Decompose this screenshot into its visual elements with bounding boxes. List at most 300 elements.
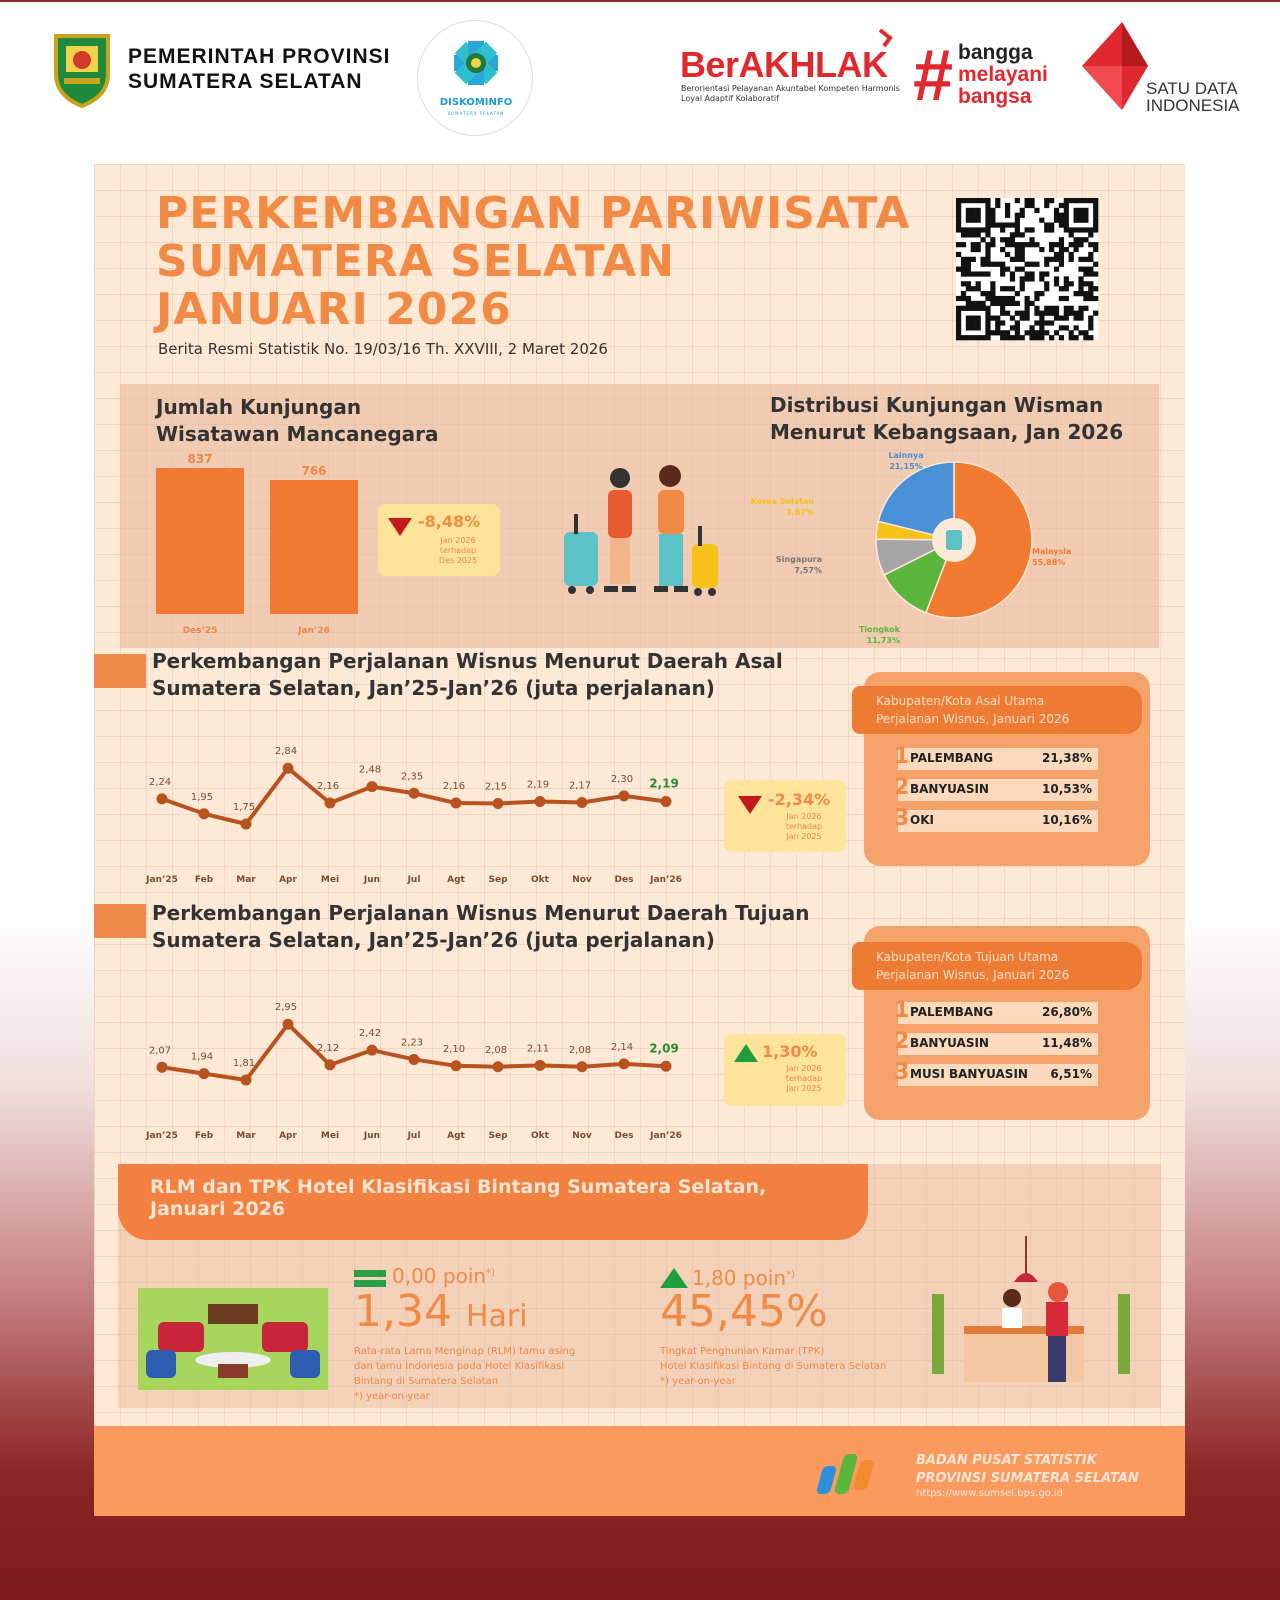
title-line1: PERKEMBANGAN PARIWISATA <box>156 188 911 239</box>
qr-module <box>1020 276 1025 281</box>
data-label: 2,19 <box>526 779 550 791</box>
qr-module <box>990 262 995 267</box>
qr-module <box>1005 252 1010 257</box>
bps-url-link[interactable]: https://www.sumsel.bps.go.id <box>916 1488 1063 1499</box>
qr-module <box>971 271 976 276</box>
qr-module <box>1083 213 1088 218</box>
qr-module <box>1093 222 1098 227</box>
qr-module <box>990 222 995 227</box>
wisnus-tujuan-title <box>152 900 810 954</box>
data-point <box>661 1061 672 1072</box>
qr-module <box>961 296 966 301</box>
qr-module <box>1049 222 1054 227</box>
qr-module <box>966 306 971 311</box>
x-tick-label: Apr <box>279 1131 297 1141</box>
data-point <box>157 1062 168 1073</box>
wisnus-tujuan-rank-header <box>852 942 1142 990</box>
qr-module <box>995 320 1000 325</box>
qr-module <box>1039 320 1044 325</box>
qr-module <box>1069 306 1074 311</box>
bps-line1: BADAN PUSAT STATISTIK <box>916 1453 1097 1468</box>
qr-module <box>1088 198 1093 203</box>
qr-module <box>976 232 981 237</box>
qr-module <box>966 286 971 291</box>
qr-module <box>1088 291 1093 296</box>
x-tick-label: Jan’26 <box>650 875 682 885</box>
x-tick-label: Jan’26 <box>650 1131 682 1141</box>
wisnus-asal-change-sub1: Jan 2026 <box>786 812 822 821</box>
equal-sign-icon <box>354 1270 386 1277</box>
qr-module <box>1088 325 1093 330</box>
qr-module <box>961 262 966 267</box>
qr-module <box>1039 325 1044 330</box>
rank-row <box>894 998 1098 1024</box>
data-label: 2,24 <box>148 776 172 788</box>
qr-module <box>1074 291 1079 296</box>
qr-module <box>985 325 990 330</box>
qr-module <box>985 296 990 301</box>
qr-module <box>961 257 966 262</box>
qr-module <box>966 208 971 213</box>
qr-module <box>1064 247 1069 252</box>
qr-module <box>1010 222 1015 227</box>
qr-module <box>1059 296 1064 301</box>
qr-module <box>1088 271 1093 276</box>
rank-number: 3 <box>894 806 910 831</box>
data-point <box>157 793 168 804</box>
data-label: 2,09 <box>649 1041 679 1056</box>
qr-module <box>1000 267 1005 272</box>
qr-module <box>1049 320 1054 325</box>
rank-value: 11,48% <box>1042 1036 1092 1050</box>
data-label: 2,48 <box>358 764 382 776</box>
qr-module <box>1078 242 1083 247</box>
qr-module <box>1015 198 1020 203</box>
qr-module <box>1064 281 1069 286</box>
qr-module <box>1025 316 1030 321</box>
qr-module <box>1029 242 1034 247</box>
qr-module <box>1000 330 1005 335</box>
qr-module <box>995 203 1000 208</box>
qr-module <box>1083 257 1088 262</box>
qr-module <box>1044 271 1049 276</box>
qr-module <box>1000 335 1005 340</box>
x-tick-label: Sep <box>488 875 508 885</box>
qr-module <box>1015 267 1020 272</box>
rlm-number: 1,34 <box>354 1286 452 1337</box>
qr-module <box>956 218 961 223</box>
x-tick-label: Jun <box>363 1131 381 1141</box>
qr-module <box>1074 198 1079 203</box>
qr-module <box>956 203 961 208</box>
qr-module <box>980 271 985 276</box>
qr-module <box>976 320 981 325</box>
suitcase-icon <box>946 530 962 550</box>
qr-module <box>980 301 985 306</box>
data-label: 2,35 <box>400 771 424 783</box>
wisnus-asal-rank-head2: Perjalanan Wisnus, Januari 2026 <box>876 712 1070 726</box>
qr-module <box>966 257 971 262</box>
qr-module <box>980 306 985 311</box>
qr-module <box>1025 271 1030 276</box>
diskominfo-icon <box>418 21 534 97</box>
bps-logo-icon <box>824 1448 890 1498</box>
qr-module <box>1000 247 1005 252</box>
qr-module <box>1064 286 1069 291</box>
x-tick-label: Mar <box>236 875 256 885</box>
qr-module <box>1078 281 1083 286</box>
satu-data-text <box>1146 80 1240 114</box>
qr-module <box>1015 257 1020 262</box>
qr-module <box>1044 257 1049 262</box>
qr-module <box>971 232 976 237</box>
berakhlak-logo: BerAKHLAK <box>680 44 888 85</box>
qr-module <box>1093 213 1098 218</box>
qr-module <box>971 198 976 203</box>
qr-module <box>1034 311 1039 316</box>
qr-module <box>985 232 990 237</box>
qr-module <box>985 213 990 218</box>
qr-module <box>976 271 981 276</box>
qr-module <box>1088 232 1093 237</box>
qr-module <box>1044 306 1049 311</box>
qr-module <box>995 316 1000 321</box>
qr-module <box>1020 316 1025 321</box>
qr-module <box>990 296 995 301</box>
qr-module <box>990 330 995 335</box>
rank-name: OKI <box>910 813 934 827</box>
qr-module <box>1064 276 1069 281</box>
qr-module <box>956 227 961 232</box>
qr-module <box>971 257 976 262</box>
qr-module <box>1059 286 1064 291</box>
page-title <box>156 190 910 334</box>
qr-module <box>966 271 971 276</box>
qr-module <box>1078 257 1083 262</box>
data-point <box>577 1061 588 1072</box>
qr-module <box>1015 222 1020 227</box>
qr-module <box>1049 306 1054 311</box>
x-tick-label: Mei <box>320 875 340 885</box>
qr-module <box>1059 257 1064 262</box>
qr-module <box>1015 320 1020 325</box>
wisman-change-sub1: Jan 2026 <box>440 536 476 545</box>
qr-module <box>1049 257 1054 262</box>
qr-module <box>1064 325 1069 330</box>
qr-module <box>956 335 961 340</box>
rlm-desc4: *) year-on-year <box>354 1391 430 1402</box>
qr-module <box>1029 203 1034 208</box>
bps-line2: PROVINSI SUMATERA SELATAN <box>916 1471 1139 1486</box>
wisnus-tujuan-change-sub3: Jan 2025 <box>786 1084 822 1093</box>
qr-module <box>1088 296 1093 301</box>
qr-module <box>990 208 995 213</box>
qr-module <box>976 301 981 306</box>
qr-module <box>1005 222 1010 227</box>
rank-name: BANYUASIN <box>910 1036 989 1050</box>
qr-module <box>980 262 985 267</box>
rlm-desc1: Rata-rata Lama Menginap (RLM) tamu asing <box>354 1346 576 1357</box>
qr-module <box>985 320 990 325</box>
qr-module <box>961 281 966 286</box>
qr-module <box>1088 227 1093 232</box>
qr-module <box>1005 267 1010 272</box>
x-tick-label: Feb <box>194 875 214 885</box>
wisnus-asal-change-sub <box>764 812 844 842</box>
qr-module <box>971 301 976 306</box>
government-name <box>128 44 390 94</box>
data-label: 2,42 <box>358 1028 382 1040</box>
qr-module <box>1093 271 1098 276</box>
qr-module <box>1064 316 1069 321</box>
bps-name <box>916 1452 1139 1488</box>
berakhlak-check-icon <box>876 26 898 48</box>
tpk-desc3: *) year-on-year <box>660 1376 736 1387</box>
data-point <box>451 1060 462 1071</box>
qr-module <box>1074 325 1079 330</box>
up-arrow-icon <box>660 1268 688 1288</box>
qr-module <box>1049 242 1054 247</box>
qr-module <box>1044 311 1049 316</box>
qr-module <box>1034 296 1039 301</box>
wisman-bar-category: Des’25 <box>182 626 218 636</box>
qr-module <box>1005 237 1010 242</box>
qr-module <box>966 325 971 330</box>
rank-value: 6,51% <box>1050 1067 1092 1081</box>
wisnus-asal-title-line1: Perkembangan Perjalanan Wisnus Menurut Daerah Asal <box>152 649 783 673</box>
qr-module <box>1034 320 1039 325</box>
pie-label: Korea Selatan <box>750 497 814 506</box>
wisman-pie-chart <box>750 444 1150 648</box>
qr-module <box>985 257 990 262</box>
qr-module <box>1054 267 1059 272</box>
qr-module <box>985 198 990 203</box>
qr-module <box>985 242 990 247</box>
qr-module <box>961 232 966 237</box>
qr-module <box>995 198 1000 203</box>
data-point <box>535 796 546 807</box>
qr-module <box>1054 257 1059 262</box>
qr-module <box>995 222 1000 227</box>
rank-value: 26,80% <box>1042 1005 1092 1019</box>
qr-module <box>1039 271 1044 276</box>
qr-module <box>1010 296 1015 301</box>
diskominfo-logo <box>417 20 533 136</box>
qr-module <box>971 316 976 321</box>
qr-module <box>1010 325 1015 330</box>
qr-module <box>1083 335 1088 340</box>
qr-module <box>976 281 981 286</box>
qr-module <box>1015 252 1020 257</box>
qr-module <box>1010 286 1015 291</box>
wisnus-asal-line-chart <box>134 704 714 894</box>
bangga-melayani-logo <box>958 42 1048 108</box>
data-point <box>199 808 210 819</box>
qr-module <box>1088 257 1093 262</box>
tpk-description <box>660 1344 920 1389</box>
qr-module <box>980 335 985 340</box>
data-point <box>619 1058 630 1069</box>
hotel-panel <box>118 1164 1161 1408</box>
wisnus-tujuan-change-sub1: Jan 2026 <box>786 1064 822 1073</box>
data-label: 1,75 <box>232 802 256 813</box>
title-line2: SUMATERA SELATAN <box>156 236 676 287</box>
qr-module <box>980 291 985 296</box>
qr-module <box>1000 301 1005 306</box>
qr-module <box>1025 276 1030 281</box>
qr-module <box>1049 247 1054 252</box>
qr-module <box>1078 227 1083 232</box>
qr-module <box>985 335 990 340</box>
qr-module <box>1015 335 1020 340</box>
qr-module <box>1069 242 1074 247</box>
rank-value: 10,16% <box>1042 813 1092 827</box>
qr-code-icon[interactable] <box>956 198 1098 340</box>
section-tab <box>94 904 146 938</box>
qr-module <box>1015 301 1020 306</box>
rank-row <box>894 1029 1098 1055</box>
tpk-desc2: Hotel Klasifikasi Bintang di Sumatera Selatan <box>660 1361 887 1372</box>
data-label: 2,11 <box>526 1043 550 1055</box>
rank-name: PALEMBANG <box>910 1005 994 1019</box>
up-arrow-icon <box>734 1044 758 1062</box>
wisman-bar-category: Jan’26 <box>298 626 330 636</box>
rank-row <box>894 1060 1098 1086</box>
wisman-bar-value: 766 <box>301 464 327 479</box>
qr-module <box>966 198 971 203</box>
qr-module <box>956 267 961 272</box>
pie-value-label: 11,73% <box>866 636 900 645</box>
qr-module <box>1059 316 1064 321</box>
qr-module <box>985 291 990 296</box>
rank-number: 2 <box>894 1029 910 1054</box>
qr-module <box>1088 281 1093 286</box>
data-label: 2,95 <box>274 1002 298 1014</box>
qr-module <box>1093 208 1098 213</box>
wisman-change-badge <box>378 504 500 576</box>
qr-module <box>1074 208 1079 213</box>
rlm-description <box>354 1344 604 1404</box>
qr-module <box>956 311 961 316</box>
qr-module <box>1074 247 1079 252</box>
qr-module <box>966 267 971 272</box>
data-label: 2,19 <box>649 776 679 791</box>
qr-module <box>971 227 976 232</box>
wisnus-tujuan-line-chart <box>134 960 714 1146</box>
data-point <box>451 798 462 809</box>
data-point <box>619 790 630 801</box>
wisman-change-sub2: terhadap <box>439 546 477 555</box>
rank-name: MUSI BANYUASIN <box>910 1067 1028 1081</box>
qr-module <box>1000 222 1005 227</box>
rlm-desc2: dan tamu Indonesia pada Hotel Klasifikasi <box>354 1361 565 1372</box>
x-tick-label: Agt <box>447 1131 465 1141</box>
qr-module <box>1034 208 1039 213</box>
qr-module <box>1059 247 1064 252</box>
data-point <box>367 781 378 792</box>
x-tick-label: Jul <box>407 1131 421 1141</box>
tpk-desc1: Tingkat Penghunian Kamar (TPK) <box>660 1346 825 1357</box>
qr-module <box>1069 311 1074 316</box>
qr-module <box>1069 281 1074 286</box>
wisnus-asal-change-value: -2,34% <box>768 790 831 809</box>
wisnus-tujuan-rank-head1: Kabupaten/Kota Tujuan Utama <box>876 950 1059 964</box>
wisman-bar <box>270 480 358 614</box>
x-tick-label: Nov <box>572 875 592 885</box>
wisman-title-line1: Jumlah Kunjungan <box>156 395 362 419</box>
qr-module <box>1093 286 1098 291</box>
infographic-card <box>94 164 1185 1516</box>
qr-module <box>976 306 981 311</box>
qr-module <box>1064 198 1069 203</box>
qr-module <box>976 242 981 247</box>
footer <box>94 1426 1185 1516</box>
qr-module <box>976 218 981 223</box>
gov-line2: SUMATERA SELATAN <box>128 70 363 93</box>
pie-label: Malaysia <box>1032 547 1072 556</box>
qr-module <box>1005 213 1010 218</box>
wisman-title-line2: Wisatawan Mancanegara <box>156 422 439 446</box>
qr-module <box>1020 281 1025 286</box>
qr-module <box>1078 316 1083 321</box>
data-label: 2,14 <box>610 1041 634 1053</box>
rank-row <box>894 744 1098 770</box>
wisnus-asal-change-sub3: Jan 2025 <box>786 832 822 841</box>
qr-module <box>1000 306 1005 311</box>
hotel-title-line2: Januari 2026 <box>150 1198 286 1220</box>
wisnus-tujuan-title-line1: Perkembangan Perjalanan Wisnus Menurut Daerah Tujuan <box>152 901 810 925</box>
qr-module <box>1083 296 1088 301</box>
qr-module <box>1020 311 1025 316</box>
qr-module <box>1015 311 1020 316</box>
qr-module <box>1088 320 1093 325</box>
qr-module <box>985 311 990 316</box>
qr-module <box>1020 286 1025 291</box>
qr-module <box>956 325 961 330</box>
wisnus-tujuan-change-value: 1,30% <box>762 1042 818 1061</box>
qr-module <box>1020 257 1025 262</box>
qr-module <box>956 242 961 247</box>
qr-module <box>961 267 966 272</box>
qr-module <box>1088 252 1093 257</box>
qr-module <box>1010 271 1015 276</box>
data-point <box>409 1054 420 1065</box>
qr-module <box>1059 237 1064 242</box>
qr-module <box>1078 213 1083 218</box>
qr-module <box>1093 311 1098 316</box>
wisman-bar <box>156 468 244 614</box>
qr-module <box>1000 311 1005 316</box>
rank-number: 1 <box>894 998 910 1023</box>
qr-module <box>1015 247 1020 252</box>
qr-module <box>990 213 995 218</box>
down-arrow-icon <box>388 518 412 536</box>
qr-module <box>961 291 966 296</box>
qr-module <box>1015 242 1020 247</box>
qr-module <box>1064 208 1069 213</box>
qr-module <box>1005 335 1010 340</box>
wisnus-tujuan-change-badge <box>724 1034 846 1106</box>
x-tick-label: Agt <box>447 875 465 885</box>
qr-module <box>1054 281 1059 286</box>
qr-module <box>961 242 966 247</box>
qr-module <box>1083 218 1088 223</box>
x-tick-label: Mei <box>320 1131 340 1141</box>
qr-module <box>1078 276 1083 281</box>
release-reference: Berita Resmi Statistik No. 19/03/16 Th. XXVIII, 2 Maret 2026 <box>158 340 608 358</box>
data-label: 2,10 <box>442 1043 466 1055</box>
qr-module <box>971 320 976 325</box>
